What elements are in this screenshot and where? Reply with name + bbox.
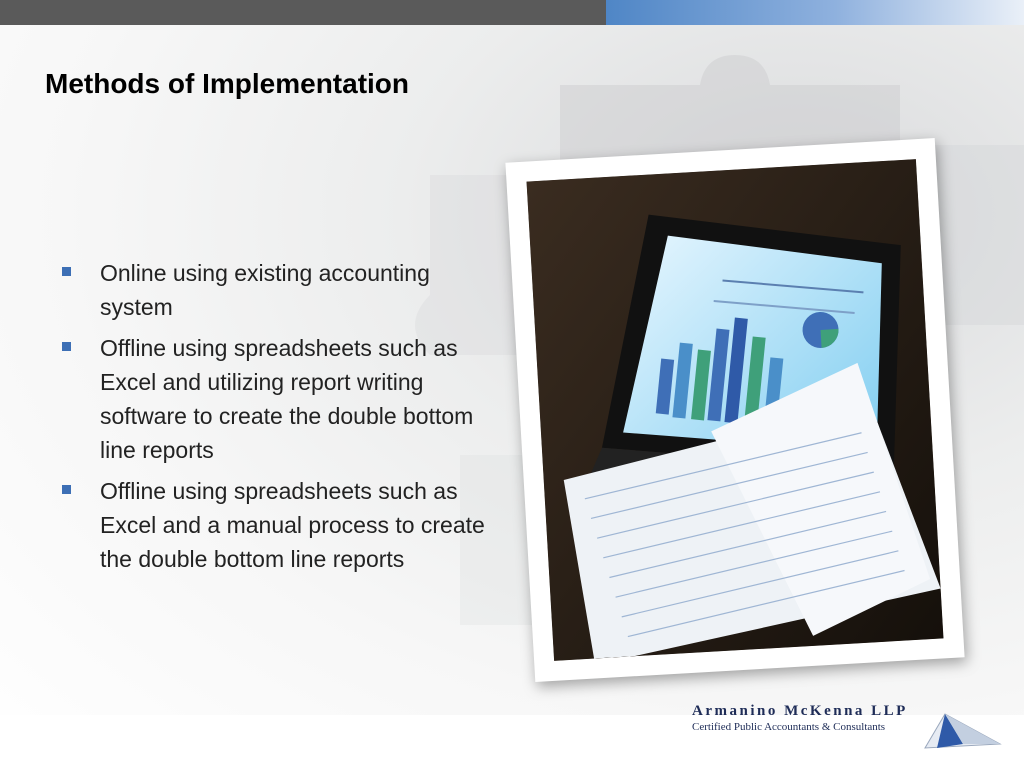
bullet-item — [62, 474, 492, 576]
bullet-square-icon — [62, 342, 71, 351]
bullet-text: Offline using spreadsheets such as Excel and a manual process to create the double bottom line reports — [100, 478, 485, 572]
laptop-spreadsheet-photo — [527, 159, 944, 661]
bullet-square-icon — [62, 485, 71, 494]
slide-title: Methods of Implementation — [45, 68, 409, 99]
bullet-item — [62, 256, 492, 324]
company-logo-name: Armanino McKenna LLP — [692, 703, 908, 719]
top-bar-blue — [606, 0, 1024, 25]
bullet-text: Offline using spreadsheets such as Excel and utilizing report writing software to create the double bottom line reports — [100, 335, 474, 463]
bullet-text: Online using existing accounting system — [100, 260, 430, 320]
bullet-item — [62, 331, 492, 467]
bullet-list — [62, 256, 492, 583]
bullet-square-icon — [62, 267, 71, 276]
company-logo-tagline: Certified Public Accountants & Consultants — [692, 721, 886, 733]
logo-pyramid-icon — [915, 710, 1005, 755]
photo-frame — [505, 138, 964, 682]
photo-illustration — [527, 159, 944, 661]
top-bar-dark — [0, 0, 606, 25]
